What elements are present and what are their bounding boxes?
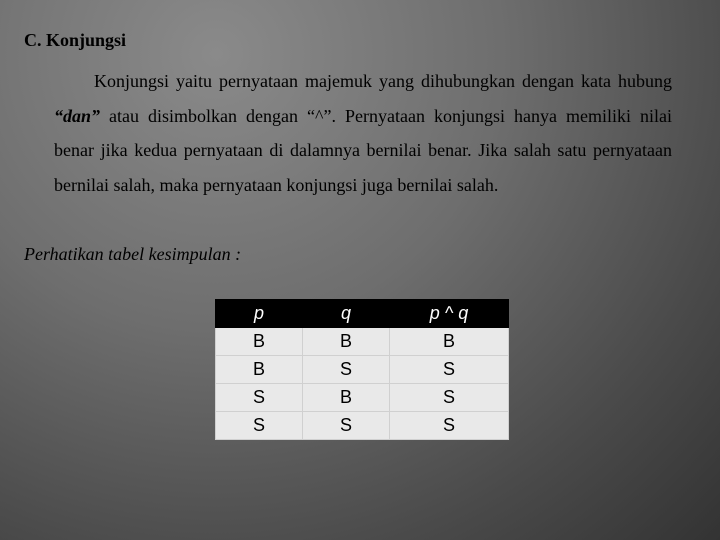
table-row (216, 384, 509, 412)
definition-paragraph (54, 64, 672, 202)
table-intro-note: Perhatikan tabel kesimpulan : (24, 244, 242, 264)
section-heading: C. Konjungsi (24, 30, 127, 50)
table-cell: S (216, 384, 303, 412)
table-cell: S (390, 412, 509, 440)
keyword-dan: “dan” (54, 105, 101, 126)
paragraph-text-part-2: atau disimbolkan dengan “^”. Pernyataan konjungsi hanya memiliki nilai benar jika kedua pernyataan di dalamnya bernilai benar. Jika salah satu pernyataan bernilai salah, maka pernyataan konjungsi juga bernilai salah. (54, 105, 672, 195)
table-cell: S (303, 356, 390, 384)
table-header-row (216, 300, 509, 328)
table-row (216, 328, 509, 356)
table-cell: S (303, 412, 390, 440)
table-cell: B (303, 384, 390, 412)
header-p: p (216, 300, 303, 328)
header-q: q (303, 300, 390, 328)
table-cell: S (216, 412, 303, 440)
table-cell: B (216, 328, 303, 356)
table-row (216, 356, 509, 384)
truth-table (215, 299, 509, 440)
table-cell: B (390, 328, 509, 356)
table-cell: S (390, 356, 509, 384)
table-cell: B (303, 328, 390, 356)
table-cell: B (216, 356, 303, 384)
header-p-and-q: p ^ q (390, 300, 509, 328)
table-row (216, 412, 509, 440)
table-cell: S (390, 384, 509, 412)
paragraph-text-part-1: Konjungsi yaitu pernyataan majemuk yang dihubungkan dengan kata hubung (94, 71, 672, 91)
